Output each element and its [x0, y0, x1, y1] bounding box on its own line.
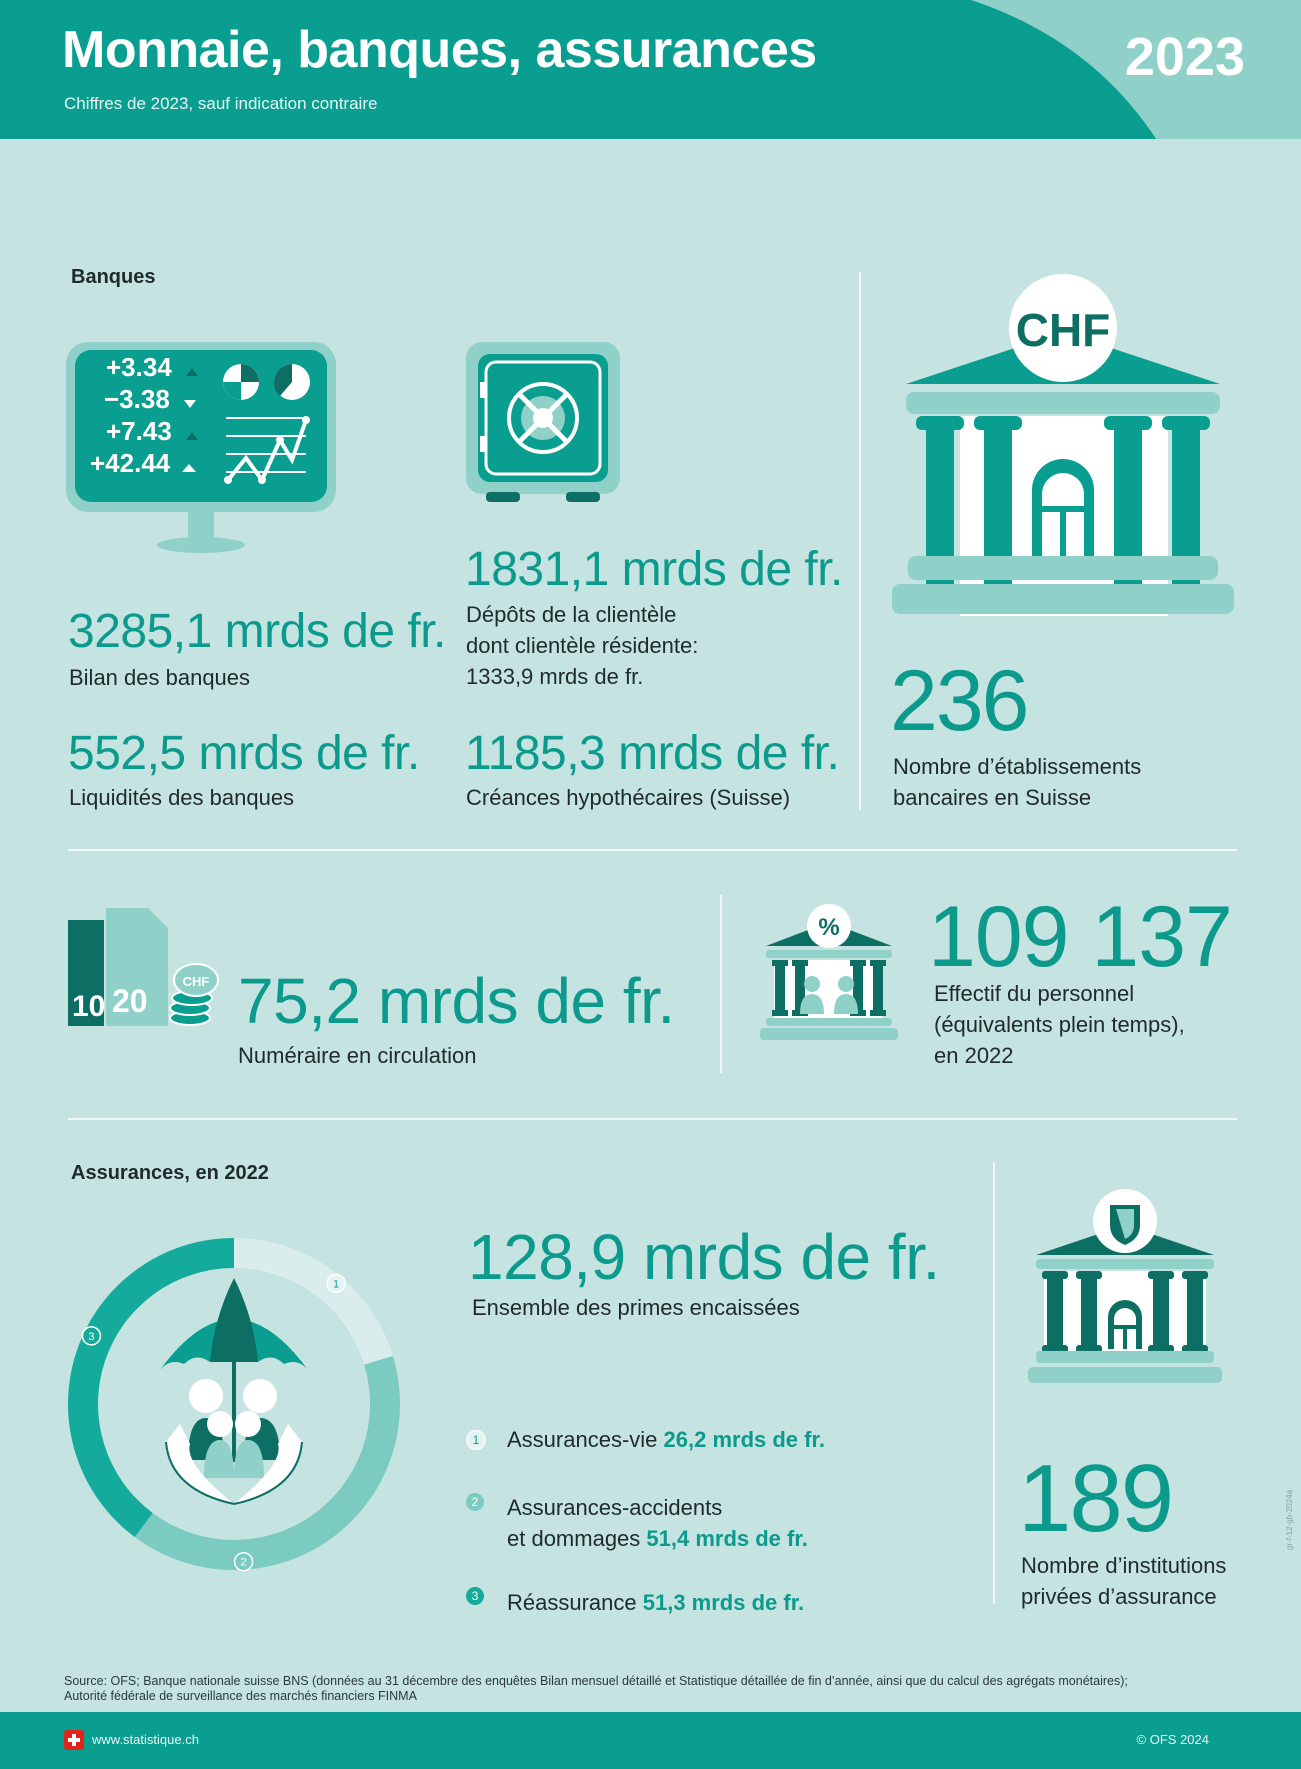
website-link[interactable]: www.statistique.ch: [92, 1732, 199, 1747]
banknotes-coins-icon: [68, 906, 220, 1028]
bank-institutions-value: 236: [890, 653, 1028, 749]
coin-chf: CHF: [182, 974, 210, 989]
divider-horizontal-2: [68, 1118, 1237, 1120]
insurance-section-title: Assurances, en 2022: [71, 1162, 269, 1184]
deposits-label-3: 1333,9 mrds de fr.: [466, 664, 644, 689]
divider-vertical-2: [720, 895, 722, 1073]
divider-vertical-3: [993, 1162, 995, 1604]
source-note: [64, 1674, 1264, 1704]
deposits-label-2: dont clientèle résidente:: [466, 633, 699, 658]
legend-item-life: [507, 1424, 825, 1455]
banknote-10: 10: [72, 990, 106, 1023]
bank-balance-label: Bilan des banques: [69, 665, 251, 690]
safe-icon: [466, 340, 622, 505]
staff-label-2: (équivalents plein temps),: [934, 1012, 1185, 1037]
legend-item-reinsurance: [507, 1587, 804, 1618]
banks-section-title: Banques: [71, 266, 156, 288]
deposits-label-1: Dépôts de la clientèle: [466, 602, 677, 627]
legend-item-accident-label: et dommages: [507, 1526, 647, 1551]
screen-value-1: +3.34: [106, 352, 172, 382]
staff-value: 109 137: [928, 889, 1232, 985]
divider-vertical: [859, 272, 861, 810]
legend-item-life-amount: 26,2 mrds de fr.: [663, 1427, 825, 1452]
donut-marker-label-2: 2: [240, 1556, 247, 1569]
legend-marker-1: 1: [466, 1430, 486, 1450]
bank-institutions-label-2: bancaires en Suisse: [893, 785, 1092, 810]
legend-item-reinsurance-label: Réassurance: [507, 1590, 643, 1615]
percent-badge: %: [818, 914, 840, 941]
source-line-1: Source: OFS; Banque nationale suisse BNS (données au 31 décembre des enquêtes Bilan mensuel détaillé et Statistique détaillée de fin d’année, ainsi que du calcul des agrégats monétaires);: [64, 1674, 1128, 1688]
currency-label: Numéraire en circulation: [238, 1043, 477, 1068]
currency-value: 75,2 mrds de fr.: [238, 965, 675, 1037]
mortgages-value: 1185,3 mrds de fr.: [465, 727, 840, 780]
insurance-institutions-value: 189: [1018, 1445, 1173, 1552]
staff-label-1: Effectif du personnel: [934, 981, 1135, 1006]
swiss-flag-icon: [64, 1730, 84, 1750]
deposits-value: 1831,1 mrds de fr.: [465, 543, 843, 596]
umbrella-hands-icon: [160, 1278, 308, 1504]
bank-balance-value: 3285,1 mrds de fr.: [68, 605, 446, 658]
donut-marker-label-3: 3: [88, 1330, 95, 1343]
bank-institutions-label-1: Nombre d’établissements: [893, 754, 1142, 779]
staff-label-3: en 2022: [934, 1043, 1014, 1068]
chf-badge: CHF: [1015, 304, 1111, 356]
bank-liquidity-value: 552,5 mrds de fr.: [68, 727, 420, 780]
graphic-code: gr-f-12-gb-2024a: [1285, 1489, 1294, 1550]
legend-item-accident-amount: 51,4 mrds de fr.: [646, 1526, 808, 1551]
source-line-2: Autorité fédérale de surveillance des marchés financiers FINMA: [64, 1689, 417, 1703]
insurance-donut-chart: [58, 1228, 418, 1588]
legend-marker-3: 3: [466, 1587, 484, 1605]
bank-building-base: [890, 270, 1236, 620]
page-subtitle: Chiffres de 2023, sauf indication contraire: [64, 94, 378, 113]
screen-value-4: +42.44: [90, 448, 171, 478]
bank-liquidity-label: Liquidités des banques: [69, 785, 295, 810]
insurance-institutions-label-2: privées d’assurance: [1021, 1584, 1217, 1609]
copyright: © OFS 2024: [1136, 1732, 1209, 1747]
donut-marker-label-1: 1: [333, 1278, 340, 1291]
banknote-20: 20: [112, 983, 148, 1019]
legend-item-accident-line2: [507, 1523, 808, 1554]
premiums-value: 128,9 mrds de fr.: [468, 1221, 940, 1293]
mortgages-label: Créances hypothécaires (Suisse): [466, 785, 791, 810]
staff-building-icon: [760, 902, 898, 1042]
legend-item-accident-line1: Assurances-accidents: [507, 1495, 723, 1520]
page-title: Monnaie, banques, assurances: [62, 21, 817, 79]
screen-value-3: +7.43: [106, 416, 172, 446]
monitor-chart-icon: [66, 340, 338, 555]
insurance-institutions-label-1: Nombre d’institutions: [1021, 1553, 1227, 1578]
screen-value-2: −3.38: [104, 384, 170, 414]
divider-horizontal-1: [68, 849, 1237, 851]
header-banner: [0, 0, 1301, 139]
premiums-label: Ensemble des primes encaissées: [472, 1295, 800, 1320]
insurance-building-icon: [1028, 1185, 1222, 1385]
legend-marker-2: 2: [466, 1493, 484, 1511]
year-label: 2023: [1124, 27, 1245, 87]
legend-item-life-label: Assurances-vie: [507, 1427, 664, 1452]
legend-item-reinsurance-amount: 51,3 mrds de fr.: [642, 1590, 805, 1615]
